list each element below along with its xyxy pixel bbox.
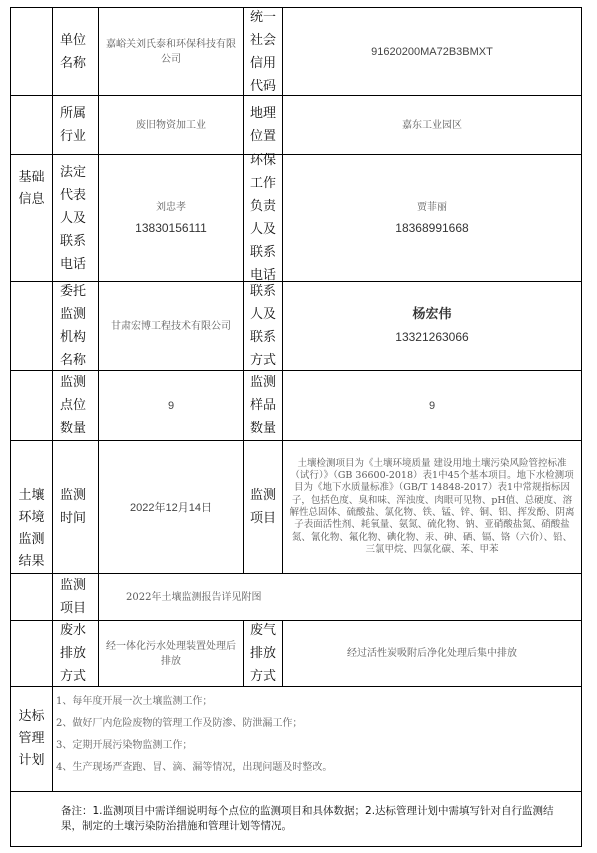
items-value: 土壤检测项目为《土壤环境质量 建设用地土壤污染风险管控标准（试行）》（GB 36600-2018）表1中45个基本项目。地下水检测项目为《地下水质量标准》（GB/T 14848-2017）表1中常规指标因子，包括色度、臭和味、浑浊度、肉眼可见物、pH值、总硬度、溶解性总固体、硫酸盐、氯化物、铁、锰、锌、铜、铝、挥发酚、阴离子表面活性剂、耗氧量、氨氮、硫化物、钠、亚硝酸盐氮、硝酸盐氮、氰化物、氟化物、碘化物、汞、砷、硒、镉、铬（六价）、铅、三氯甲烷、四氯化碳、苯、甲苯 — [289, 457, 575, 555]
plan-item: 2、做好厂内危险废物的管理工作及防渗、防泄漏工作； — [56, 718, 303, 729]
remarks — [10, 791, 582, 847]
legal-rep-label-cell — [10, 154, 98, 281]
env-person-label-cell — [243, 154, 282, 281]
time-value: 2022年12月14日 — [130, 502, 212, 514]
plan-item: 3、定期开展污染物监测工作； — [56, 740, 193, 751]
env-person-label: 环保工作负责人及联系电话 — [250, 153, 277, 283]
industry-label: 所属行业 — [60, 106, 87, 144]
remarks-text: 备注：1.监测项目中需详细说明每个点位的监测项目和具体数据；2.达标管理计划中需填写针对自行监测结果，制定的土壤污染防治措施和管理计划等情况。 — [61, 805, 554, 832]
contact-label-cell — [243, 281, 282, 370]
items-cell — [282, 440, 582, 573]
info-form — [10, 7, 582, 847]
wastewater-label: 废水排放方式 — [60, 623, 87, 684]
project-label-cell — [10, 573, 98, 620]
contact-name: 杨宏伟 — [412, 307, 452, 322]
agency-value: 甘肃宏博工程技术有限公司 — [111, 320, 231, 332]
wastegas-cell — [282, 620, 582, 686]
legal-rep-label: 法定代表人及联系电话 — [60, 164, 87, 272]
location-label: 地理位置 — [250, 106, 277, 144]
unit-name-label-cell — [10, 7, 98, 95]
wastegas-label: 废气排放方式 — [250, 623, 277, 684]
plan-list — [53, 686, 582, 791]
env-person-phone: 18368991668 — [395, 220, 469, 235]
wastewater-cell — [98, 620, 243, 686]
unit-name-cell — [98, 7, 243, 95]
industry-cell — [98, 95, 243, 154]
points-value: 9 — [167, 399, 175, 412]
credit-code-cell — [282, 7, 582, 95]
section-compliance-plan — [10, 686, 53, 791]
contact-cell — [282, 281, 582, 370]
wastegas-value: 经过活性炭吸附后净化处理后集中排放 — [347, 648, 517, 659]
project-value: 2022年土壤监测报告详见附图 — [126, 591, 262, 603]
wastewater-value: 经一体化污水处理装置处理后排放 — [106, 640, 236, 667]
project-label: 监测项目 — [60, 578, 87, 616]
env-person-cell — [282, 154, 582, 281]
contact-phone: 13321263066 — [395, 330, 469, 344]
time-label: 监测时间 — [60, 488, 87, 526]
items-label: 监测项目 — [250, 488, 277, 526]
samples-cell — [282, 370, 582, 440]
credit-code-label: 统一社会信用代码 — [250, 9, 277, 94]
location-cell — [282, 95, 582, 154]
points-cell — [98, 370, 243, 440]
wastewater-label-cell — [10, 620, 98, 686]
agency-label: 委托监测机构名称 — [60, 284, 87, 368]
agency-cell — [98, 281, 243, 370]
industry-label-cell — [10, 95, 98, 154]
section-compliance-plan-label: 达标管理计划 — [18, 709, 45, 768]
items-label-cell — [243, 440, 282, 573]
location-label-cell — [243, 95, 282, 154]
time-cell — [98, 440, 243, 573]
time-label-cell — [10, 440, 98, 573]
env-person-name: 贾菲丽 — [417, 201, 447, 213]
legal-rep-name: 刘忠孝 — [156, 201, 186, 213]
location-value: 嘉东工业园区 — [402, 119, 462, 131]
legal-rep-phone: 13830156111 — [135, 220, 207, 235]
points-label-cell — [10, 370, 98, 440]
samples-label: 监测样品数量 — [250, 375, 277, 436]
project-cell — [98, 573, 582, 620]
wastegas-label-cell — [243, 620, 282, 686]
points-label: 监测点位数量 — [60, 375, 87, 436]
unit-name-value: 嘉峪关刘氏泰和环保科技有限公司 — [106, 38, 236, 65]
section-basic-info-label: 基础信息 — [18, 169, 45, 207]
contact-label: 联系人及联系方式 — [250, 284, 277, 368]
section-soil-monitoring-label: 土壤环境监测结果 — [18, 487, 45, 569]
plan-item: 4、生产现场严查跑、冒、滴、漏等情况，出现问题及时整改。 — [56, 762, 333, 773]
legal-rep-cell — [98, 154, 243, 281]
samples-value: 9 — [428, 399, 436, 412]
agency-label-cell — [10, 281, 98, 370]
samples-label-cell — [243, 370, 282, 440]
credit-code-label-cell — [243, 7, 282, 95]
credit-code-value: 91620200MA72B3BMXT — [371, 45, 493, 58]
unit-name-label: 单位名称 — [60, 32, 87, 71]
industry-value: 废旧物资加工业 — [136, 119, 206, 131]
plan-item: 1、每年度开展一次土壤监测工作； — [56, 696, 213, 707]
